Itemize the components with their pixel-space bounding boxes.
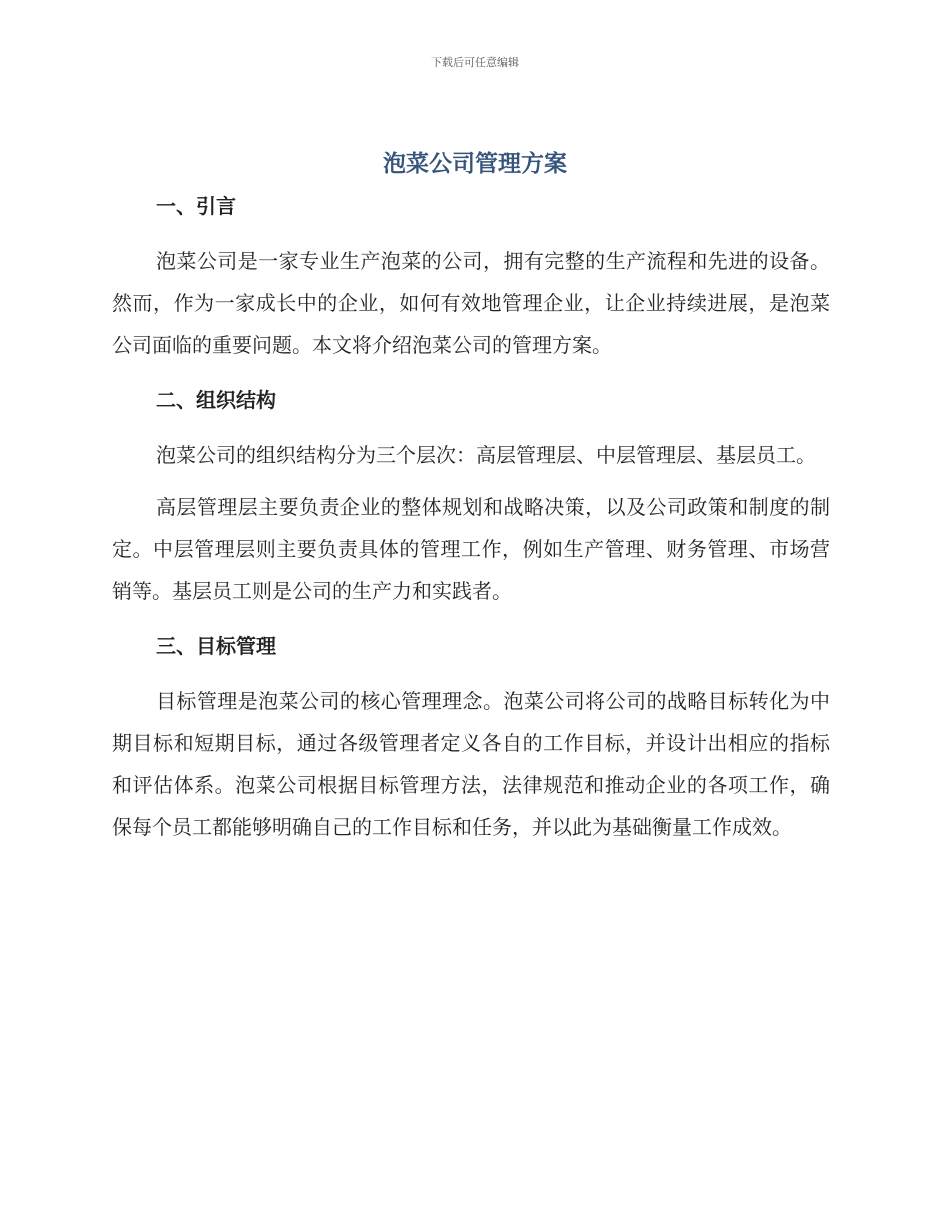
header-note: 下载后可任意编辑 [431,56,519,69]
section-heading-goal-management: 三、目标管理 [156,634,276,658]
document-title: 泡菜公司管理方案 [383,151,567,177]
paragraph-goal-management: 目标管理是泡菜公司的核心管理理念。泡菜公司将公司的战略目标转化为中期目标和短期目标，通过各级管理者定义各自的工作目标，并设计出相应的指标和评估体系。泡菜公司根据目标管理方法，法律规范和推动企业的各项工作，确保每个员工都能够明确自己的工作目标和任务，并以此为基础衡量工作成效。 [112,689,830,839]
section-heading-org-structure: 二、组织结构 [156,388,276,412]
paragraph-org-structure-2: 高层管理层主要负责企业的整体规划和战略决策，以及公司政策和制度的制定。中层管理层则主要负责具体的管理工作，例如生产管理、财务管理、市场营销等。基层员工则是公司的生产力和实践者。 [112,495,830,603]
document-body [112,186,830,848]
paragraph-introduction: 泡菜公司是一家专业生产泡菜的公司，拥有完整的生产流程和先进的设备。然而，作为一家成长中的企业，如何有效地管理企业，让企业持续进展，是泡菜公司面临的重要问题。本文将介绍泡菜公司的管理方案。 [112,249,830,357]
section-heading-introduction: 一、引言 [156,194,236,218]
paragraph-org-structure-1: 泡菜公司的组织结构分为三个层次：高层管理层、中层管理层、基层员工。 [156,443,816,467]
